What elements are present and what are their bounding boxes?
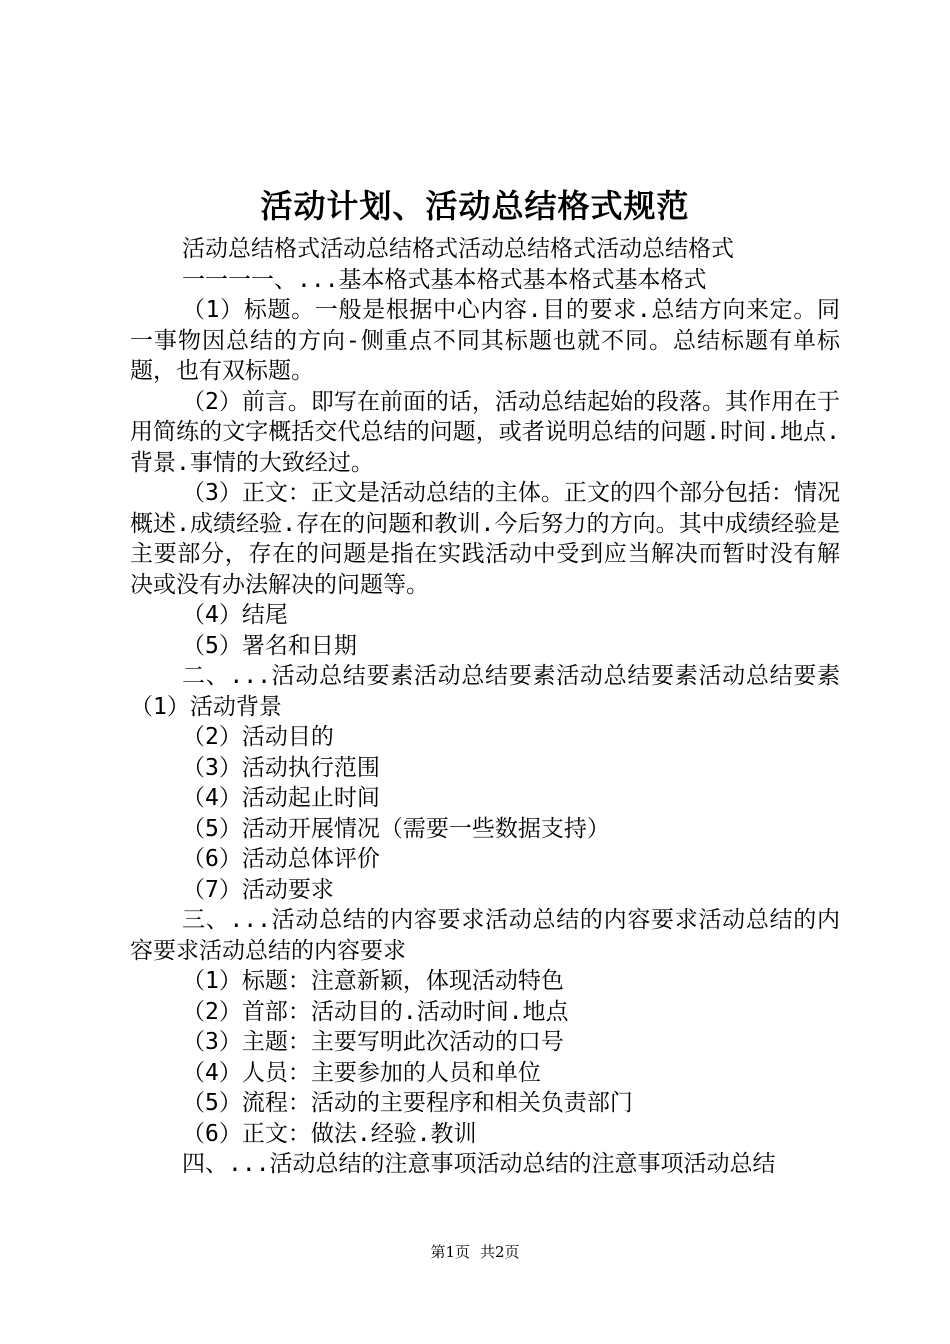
list-item: （2）活动目的 — [182, 724, 334, 750]
list-item: （4）活动起止时间 — [182, 785, 380, 811]
paragraph-preface: （2）前言。即写在前面的话，活动总结起始的段落。其作用在于用简练的文字概括交代总结的问题，或者说明总结的问题.时间.地点.背景.事情的大致经过。 — [130, 388, 840, 476]
list-item: （4）结尾 — [182, 602, 288, 628]
text-line: 活动总结格式活动总结格式活动总结格式活动总结格式 — [182, 236, 734, 262]
section-heading-3: 三、...活动总结的内容要求活动总结的内容要求活动总结的内容要求活动总结的内容要求 — [130, 907, 840, 964]
list-item: （2）首部：活动目的.活动时间.地点 — [182, 998, 569, 1025]
list-item: （5）流程：活动的主要程序和相关负责部门 — [182, 1090, 633, 1116]
list-item: （7）活动要求 — [182, 876, 334, 903]
list-item: （1）标题：注意新颖，体现活动特色 — [182, 968, 564, 994]
list-item: （6）正文：做法.经验.教训 — [182, 1120, 477, 1147]
paragraph-title: （1）标题。一般是根据中心内容.目的要求.总结方向来定。同一事物因总结的方向-侧重点不同其标题也就不同。总结标题有单标题，也有双标题。 — [130, 297, 840, 384]
page-title: 活动计划、活动总结格式规范 — [260, 187, 690, 225]
list-item: （3）活动执行范围 — [182, 754, 380, 781]
section-heading-1: 一一一一、...基本格式基本格式基本格式基本格式 — [182, 266, 707, 293]
list-item: （3）主题：主要写明此次活动的口号 — [182, 1029, 564, 1055]
list-item: （6）活动总体评价 — [182, 846, 380, 872]
page-total: 共2页 — [480, 1243, 520, 1261]
document-body — [130, 234, 840, 1180]
page-number: 第1页 — [430, 1243, 470, 1261]
list-item: （5）署名和日期 — [182, 632, 357, 659]
paragraph-body: （3）正文：正文是活动总结的主体。正文的四个部分包括：情况概述.成绩经验.存在的问题和教训.今后努力的方向。其中成绩经验是主要部分，存在的问题是指在实践活动中受到应当解决而暂时没有解决或没有办法解决的问题等。 — [130, 480, 840, 598]
page-footer — [0, 1242, 950, 1262]
section-heading-4: 四、...活动总结的注意事项活动总结的注意事项活动总结 — [182, 1151, 776, 1177]
section-heading-2: 二、...活动总结要素活动总结要素活动总结要素活动总结要素（1）活动背景 — [130, 663, 840, 720]
list-item: （4）人员：主要参加的人员和单位 — [182, 1059, 541, 1086]
list-item: （5）活动开展情况（需要一些数据支持） — [182, 815, 610, 842]
